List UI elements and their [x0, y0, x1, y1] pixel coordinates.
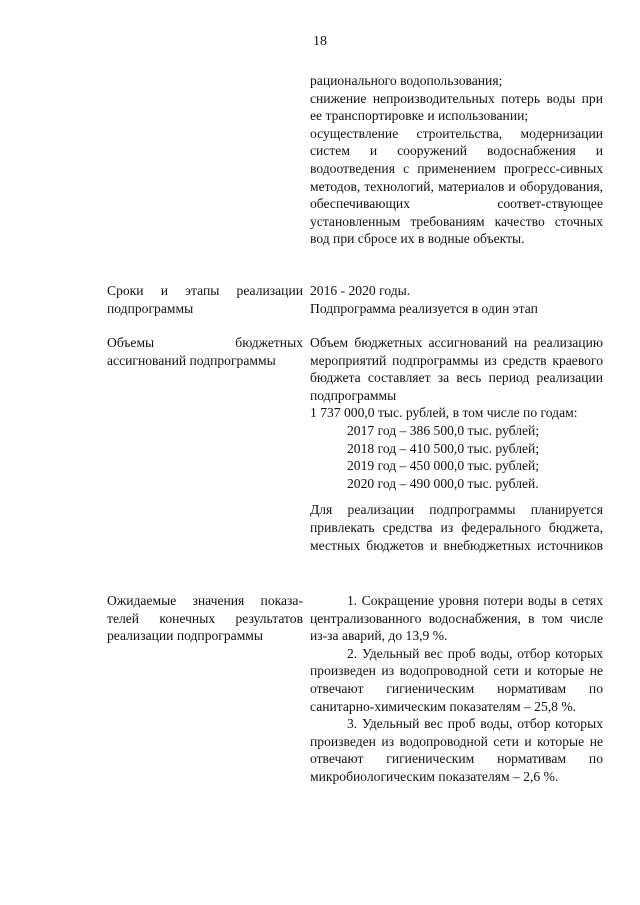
page-number: 18 [313, 34, 327, 49]
terms-line-2: Подпрограмма реализуется в один этап [310, 300, 538, 316]
budget-year-2017: 2017 год – 386 500,0 тыс. рублей; [347, 422, 540, 438]
results-item-1: 1. Сокращение уровня потери воды в сетях централизованного водоснабжения, в том числе из-за аварий, до 13,9 %. [310, 593, 603, 644]
results-label: Ожидаемые значения показа-телей конечных результатов реализации подпрограммы [107, 593, 303, 644]
terms-label: Сроки и этапы реализации подпрограммы [107, 283, 303, 316]
budget-para-1: Объем бюджетных ассигнований на реализацию мероприятий подпрограммы из средств краевого бюджета составляет за весь период реализации подпрограммы [310, 335, 603, 403]
top-para-3: осуществление строительства, модернизации систем и сооружений водоснабжения и водоотведения с применением прогресс-сивных методов, технологий, материалов и оборудования, обеспечивающих соответ-ствующее установленным требованиям качество сточных вод при сбросе их в водные объекты. [310, 125, 603, 247]
budget-para-3: Для реализации подпрограммы планируется привлекать средства из федерального бюджета, местных бюджетов и внебюджетных источников [310, 502, 603, 553]
top-block [310, 72, 603, 248]
terms-line-1: 2016 - 2020 годы. [310, 283, 411, 298]
results-item-3: 3. Удельный вес проб воды, отбор которых произведен из водопроводной сети и которые не отвечают гигиеническим нормативам по микробиологическим показателям – 2,6 %. [310, 716, 603, 784]
results-item-2: 2. Удельный вес проб воды, отбор которых произведен из водопроводной сети и которые не отвечают гигиеническим нормативам по санитарно-химическим показателям – 25,8 %. [310, 645, 603, 714]
budget-year-2020: 2020 год – 490 000,0 тыс. рублей. [347, 475, 539, 491]
budget-year-2018: 2018 год – 410 500,0 тыс. рублей; [347, 440, 540, 456]
budget-content [310, 334, 603, 554]
top-para-2: снижение непроизводительных потерь воды при ее транспортировке и использовании; [310, 90, 603, 124]
results-content [310, 592, 603, 786]
terms-content [310, 282, 603, 317]
budget-para-2: 1 737 000,0 тыс. рублей, в том числе по годам: [310, 405, 578, 421]
budget-label: Объемы бюджетных ассигнований подпрограммы [107, 335, 303, 368]
budget-year-2019: 2019 год – 450 000,0 тыс. рублей; [347, 458, 540, 474]
top-line-1: рационального водопользования; [310, 73, 503, 88]
